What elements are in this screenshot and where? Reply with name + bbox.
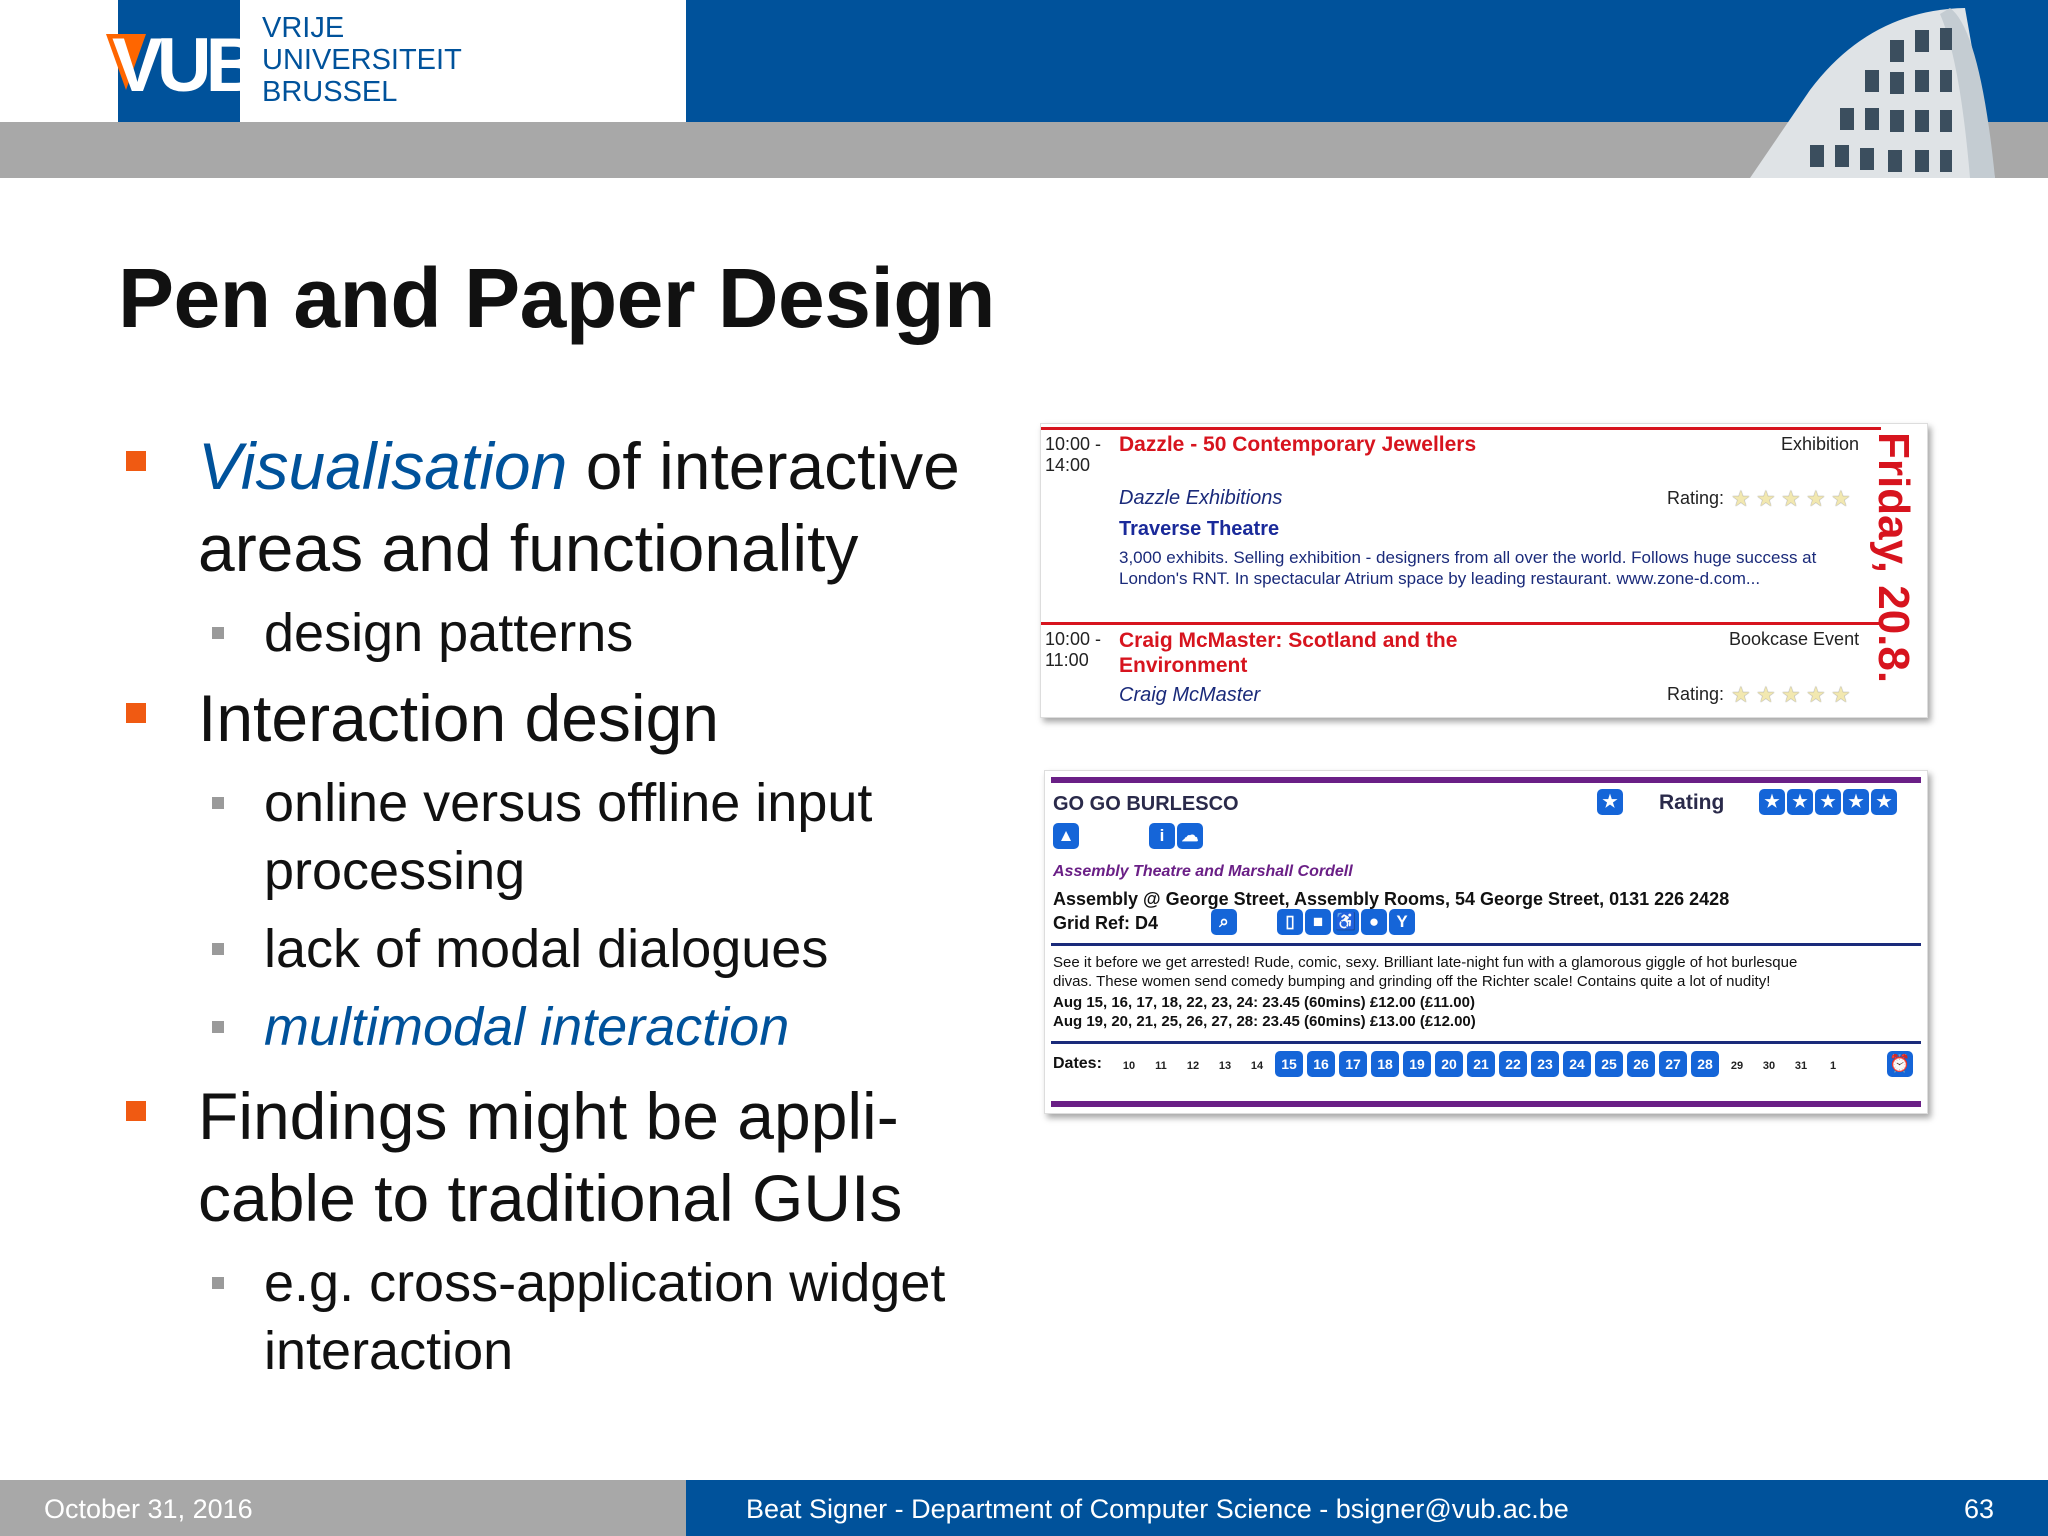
date-chip-14[interactable]: 14: [1250, 1060, 1264, 1072]
date-chip-11[interactable]: 11: [1155, 1060, 1167, 1072]
logo-line: VRIJE: [262, 12, 345, 44]
favourite-star-button[interactable]: [1597, 789, 1625, 815]
show-schedule: Aug 15, 16, 17, 18, 22, 23, 24: 23.45 (60mins) £12.00 (£11.00) Aug 19, 20, 21, 25, 26, 27, 28: 23.45 (60mins) £13.00 (£12.00): [1053, 994, 1476, 1030]
show-title: GO GO BURLESCO: [1053, 793, 1239, 815]
bullet-level2: [118, 1249, 1018, 1385]
star-icon[interactable]: ★: [1806, 682, 1826, 707]
date-chip-20[interactable]: 20: [1435, 1051, 1463, 1077]
triangle-up-icon[interactable]: ▲: [1053, 823, 1079, 849]
facility-icons: [1277, 909, 1417, 935]
bullet-list: [118, 425, 1018, 1395]
bullet-text: areas and functionality: [198, 511, 859, 585]
event-separator: [1041, 427, 1881, 430]
date-chip-1[interactable]: 1: [1829, 1060, 1837, 1072]
event-time: 10:00 - 11:00: [1045, 629, 1102, 670]
event-type: Exhibition: [1781, 434, 1860, 454]
sub-bullet-marker: [212, 627, 224, 639]
bullet-text: lack of modal dialogues: [264, 919, 829, 979]
footer-date: October 31, 2016: [44, 1494, 253, 1524]
magnifier-icon[interactable]: ⌕: [1211, 909, 1237, 935]
top-border: [1051, 777, 1921, 783]
section-divider: [1051, 1041, 1921, 1044]
date-chip-31[interactable]: 31: [1794, 1060, 1808, 1072]
date-chip-27[interactable]: 27: [1659, 1051, 1687, 1077]
bottom-border: [1051, 1101, 1921, 1107]
dates-row: [1115, 1051, 1851, 1077]
event-description: 3,000 exhibits. Selling exhibition - designers from all over the world. Follows huge success at London's RNT. In spectacular Atrium space by leading restaurant. www.zone-d.com...: [1119, 548, 1817, 588]
grid-reference: Grid Ref: D4: [1053, 913, 1159, 933]
event-organizer: Craig McMaster: [1119, 684, 1261, 706]
show-details-screenshot: [1044, 770, 1928, 1114]
date-chip-16[interactable]: 16: [1307, 1051, 1335, 1077]
bullet-text: Interaction design: [198, 681, 720, 755]
star-icon[interactable]: ★: [1756, 682, 1776, 707]
star-icon[interactable]: ★: [1831, 486, 1851, 511]
bullet-level1: [118, 1075, 1018, 1239]
date-chip-24[interactable]: 24: [1563, 1051, 1591, 1077]
rating-label: Rating: [1659, 791, 1725, 814]
star-icon[interactable]: ★: [1787, 789, 1813, 815]
section-divider: [1051, 943, 1921, 946]
date-chip-15[interactable]: 15: [1275, 1051, 1303, 1077]
date-chip-12[interactable]: 12: [1186, 1060, 1200, 1072]
date-chip-17[interactable]: 17: [1339, 1051, 1367, 1077]
bullet-text: design patterns: [264, 603, 634, 663]
alarm-button[interactable]: [1887, 1051, 1915, 1077]
bullet-marker: [126, 1101, 146, 1121]
bullet-level2: [118, 769, 1018, 905]
bullet-text: Findings might be appli-: [198, 1079, 899, 1153]
date-chip-28[interactable]: 28: [1691, 1051, 1719, 1077]
event-organizer: Dazzle Exhibitions: [1119, 487, 1283, 509]
bullet-marker: [126, 703, 146, 723]
star-icon[interactable]: ★: [1759, 789, 1785, 815]
bullet-level2: [118, 599, 1018, 667]
event-separator: [1041, 622, 1881, 625]
date-chip-23[interactable]: 23: [1531, 1051, 1559, 1077]
footer-author: Beat Signer - Department of Computer Science - bsigner@vub.ac.be: [746, 1494, 1569, 1524]
bullet-text: cable to traditional GUIs: [198, 1161, 903, 1235]
logo-vub-mark: VUB: [112, 23, 255, 108]
date-chip-21[interactable]: 21: [1467, 1051, 1495, 1077]
bullet-level1: [118, 425, 1018, 589]
alarm-clock-icon[interactable]: ⏰: [1887, 1051, 1913, 1077]
collapse-button[interactable]: [1053, 823, 1081, 849]
dates-label: Dates:: [1053, 1055, 1102, 1072]
bullet-text: e.g. cross-application widget: [264, 1253, 946, 1313]
logo-line: UNIVERSITEIT: [262, 44, 462, 76]
star-rating[interactable]: [1759, 789, 1899, 815]
star-icon[interactable]: ★: [1731, 682, 1751, 707]
star-icon[interactable]: ★: [1731, 486, 1751, 511]
highlight-term: Visualisation: [198, 429, 568, 503]
event-time: 10:00 - 14:00: [1045, 434, 1102, 475]
bullet-text: online versus offline input: [264, 773, 873, 833]
bullet-marker: [126, 451, 146, 471]
star-icon[interactable]: ★: [1597, 789, 1623, 815]
event-title: Craig McMaster: Scotland and the Environment: [1119, 629, 1458, 677]
event-venue: Traverse Theatre: [1119, 518, 1280, 540]
date-chip-26[interactable]: 26: [1627, 1051, 1655, 1077]
event-type: Bookcase Event: [1729, 629, 1860, 649]
show-description: See it before we get arrested! Rude, comic, sexy. Brilliant late-night fun with a glamorous giggle of hot burlesque divas. These women send comedy bumping and grinding off the Richter scale! Contains quite a lot of nudity!: [1053, 954, 1798, 990]
date-chip-13[interactable]: 13: [1218, 1060, 1232, 1072]
locate-button[interactable]: [1211, 909, 1239, 935]
date-chip-19[interactable]: 19: [1403, 1051, 1431, 1077]
bullet-text: processing: [264, 841, 526, 901]
day-heading: Friday, 20.8.: [1869, 432, 1918, 684]
map-icon[interactable]: ☁: [1177, 823, 1203, 849]
bullet-level2: [118, 993, 1018, 1061]
date-chip-10[interactable]: 10: [1122, 1060, 1136, 1072]
rating-label: Rating:: [1667, 488, 1725, 508]
date-chip-18[interactable]: 18: [1371, 1051, 1399, 1077]
door-icon: ▯: [1277, 909, 1303, 935]
bullet-text: multimodal interaction: [264, 997, 790, 1057]
rating-label: Rating:: [1667, 684, 1725, 704]
sub-bullet-marker: [212, 943, 224, 955]
star-rating[interactable]: [1731, 684, 1856, 707]
event-listing-screenshot: [1040, 423, 1928, 718]
date-chip-22[interactable]: 22: [1499, 1051, 1527, 1077]
star-icon[interactable]: ★: [1781, 682, 1801, 707]
bar-icon: Y: [1389, 909, 1415, 935]
star-icon[interactable]: ★: [1815, 789, 1841, 815]
show-venue: Assembly @ George Street, Assembly Rooms, 54 George Street, 0131 226 2428: [1053, 889, 1730, 909]
bullet-text: interaction: [264, 1321, 514, 1381]
star-icon[interactable]: ★: [1756, 486, 1776, 511]
slide-title: Pen and Paper Design: [118, 251, 995, 345]
info-icon[interactable]: i: [1149, 823, 1175, 849]
page-number: 63: [1964, 1494, 1995, 1524]
building-photo: [1740, 0, 2000, 178]
bullet-level2: [118, 915, 1018, 983]
star-icon[interactable]: ★: [1806, 486, 1826, 511]
logo-wordmark: [262, 12, 462, 108]
bullet-level1: [118, 677, 1018, 759]
date-chip-30[interactable]: 30: [1762, 1060, 1776, 1072]
date-chip-25[interactable]: 25: [1595, 1051, 1623, 1077]
logo-line: BRUSSEL: [262, 76, 398, 108]
bus-icon: ■: [1305, 909, 1331, 935]
info-buttons[interactable]: [1149, 823, 1205, 849]
star-icon[interactable]: ★: [1781, 486, 1801, 511]
sub-bullet-marker: [212, 1021, 224, 1033]
food-icon: ●: [1361, 909, 1387, 935]
star-icon[interactable]: ★: [1843, 789, 1869, 815]
sub-bullet-marker: [212, 797, 224, 809]
date-chip-29[interactable]: 29: [1730, 1060, 1744, 1072]
event-title: Dazzle - 50 Contemporary Jewellers: [1119, 433, 1477, 456]
star-rating[interactable]: [1731, 488, 1856, 511]
bullet-text: of interactive: [567, 429, 960, 503]
star-icon[interactable]: ★: [1871, 789, 1897, 815]
sub-bullet-marker: [212, 1277, 224, 1289]
star-icon[interactable]: ★: [1831, 682, 1851, 707]
wheelchair-icon: ♿: [1333, 909, 1359, 935]
show-company: Assembly Theatre and Marshall Cordell: [1053, 863, 1353, 880]
